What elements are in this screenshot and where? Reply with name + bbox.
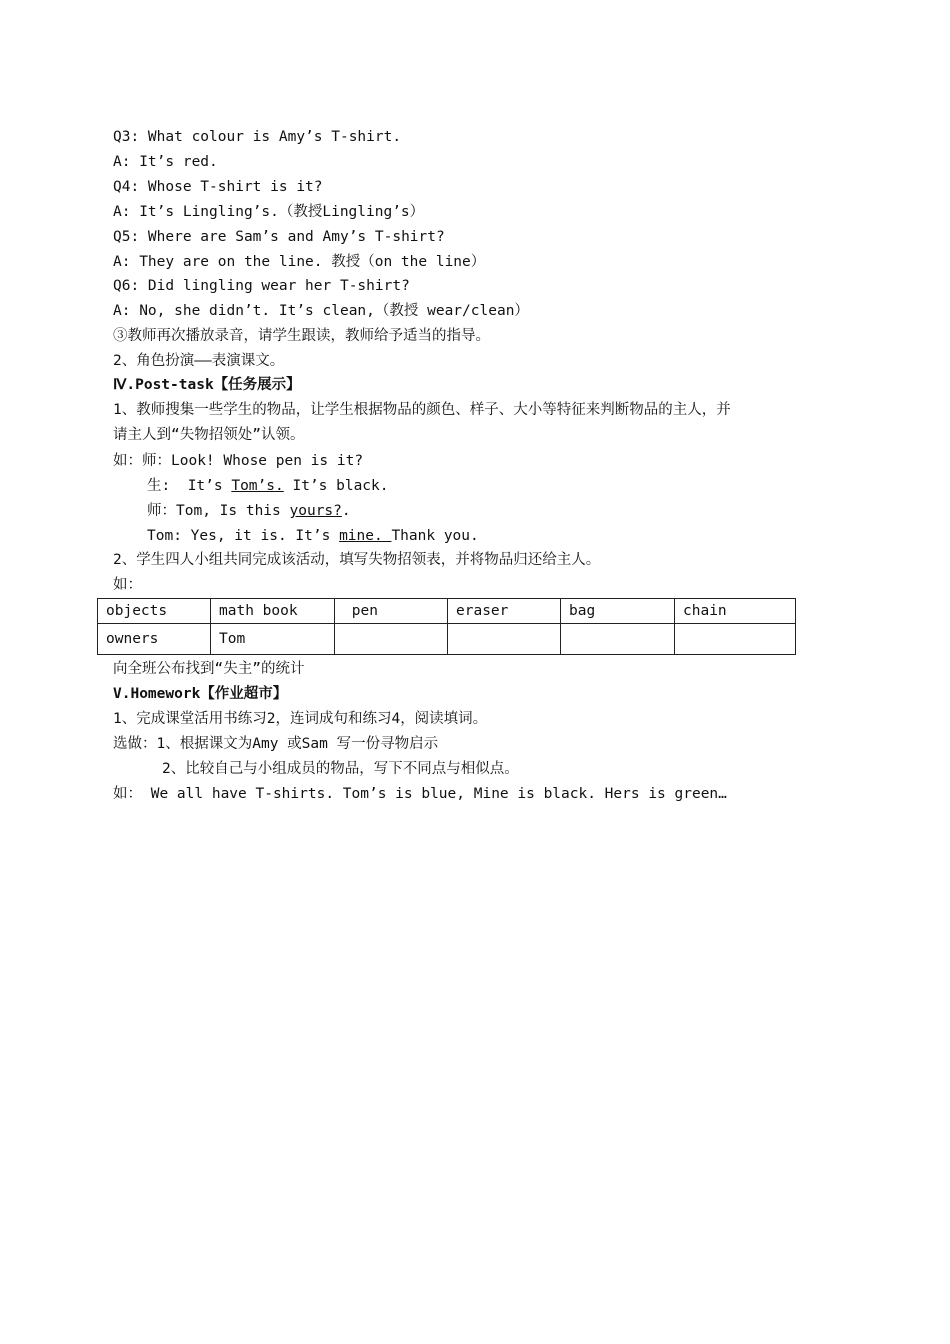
question-3: Q3: What colour is Amy’s T-shirt. — [113, 129, 402, 145]
homework-optional2: 2、比较自己与小组成员的物品，写下不同点与相似点。 — [162, 761, 519, 777]
table-cell: objects — [98, 599, 211, 624]
table-row — [98, 599, 796, 624]
teacher-prefix: 师：Tom, Is this — [147, 503, 290, 519]
table-example-label: 如： — [113, 577, 142, 593]
teacher-answer: yours? — [289, 503, 342, 519]
post-task-item1-line2: 请主人到“失物招领处”认领。 — [113, 427, 305, 443]
example-intro: 如：师：Look! Whose pen is it? — [113, 453, 364, 469]
tom-rest: Thank you. — [391, 528, 479, 544]
table-cell: bag — [561, 599, 675, 624]
post-task-item2: 2、学生四人小组共同完成该活动，填写失物招领表，并将物品归还给主人。 — [113, 552, 601, 568]
table-cell — [448, 624, 561, 655]
homework-example: 如： We all have T-shirts. Tom’s is blue, Mine is black. Hers is green… — [113, 786, 727, 802]
student-line — [147, 476, 389, 496]
post-task-item1-line1: 1、教师搜集一些学生的物品，让学生根据物品的颜色、样子、大小等特征来判断物品的主人，并 — [113, 402, 731, 418]
homework-optional1: 选做：1、根据课文为Amy 或Sam 写一份寻物启示 — [113, 736, 439, 752]
lost-found-table — [97, 598, 796, 655]
table-cell: math book — [211, 599, 335, 624]
table-cell: pen — [335, 599, 448, 624]
tom-prefix: Tom: Yes, it is. It’s — [147, 528, 340, 544]
table-row — [98, 624, 796, 655]
answer-4: A: It’s Lingling’s.（教授Lingling’s） — [113, 204, 425, 220]
student-prefix: 生: It’s — [147, 478, 232, 494]
table-cell: Tom — [211, 624, 335, 655]
answer-6: A: No, she didn’t. It’s clean,（教授 wear/clean） — [113, 303, 529, 319]
student-rest: It’s black. — [283, 478, 389, 494]
question-6: Q6: Did lingling wear her T-shirt? — [113, 278, 410, 294]
table-cell — [675, 624, 796, 655]
answer-5: A: They are on the line. 教授（on the line） — [113, 254, 486, 270]
teacher-line — [147, 501, 351, 521]
step-three: ③教师再次播放录音，请学生跟读，教师给予适当的指导。 — [113, 328, 490, 344]
step-two-roleplay: 2、角色扮演——表演课文。 — [113, 353, 285, 369]
question-4: Q4: Whose T-shirt is it? — [113, 179, 323, 195]
table-cell: chain — [675, 599, 796, 624]
tom-answer: mine. — [339, 528, 392, 544]
table-cell: owners — [98, 624, 211, 655]
table-cell — [335, 624, 448, 655]
table-cell: eraser — [448, 599, 561, 624]
answer-3: A: It’s red. — [113, 154, 218, 170]
after-table-note: 向全班公布找到“失主”的统计 — [113, 661, 305, 677]
tom-line — [147, 526, 479, 546]
table-cell — [561, 624, 675, 655]
teacher-rest: . — [341, 503, 351, 519]
question-5: Q5: Where are Sam’s and Amy’s T-shirt? — [113, 229, 445, 245]
homework-item1: 1、完成课堂活用书练习2，连词成句和练习4，阅读填词。 — [113, 711, 488, 727]
post-task-heading: Ⅳ.Post-task【任务展示】 — [113, 377, 301, 393]
student-answer: Tom’s. — [231, 478, 284, 494]
homework-heading: V.Homework【作业超市】 — [113, 686, 288, 702]
